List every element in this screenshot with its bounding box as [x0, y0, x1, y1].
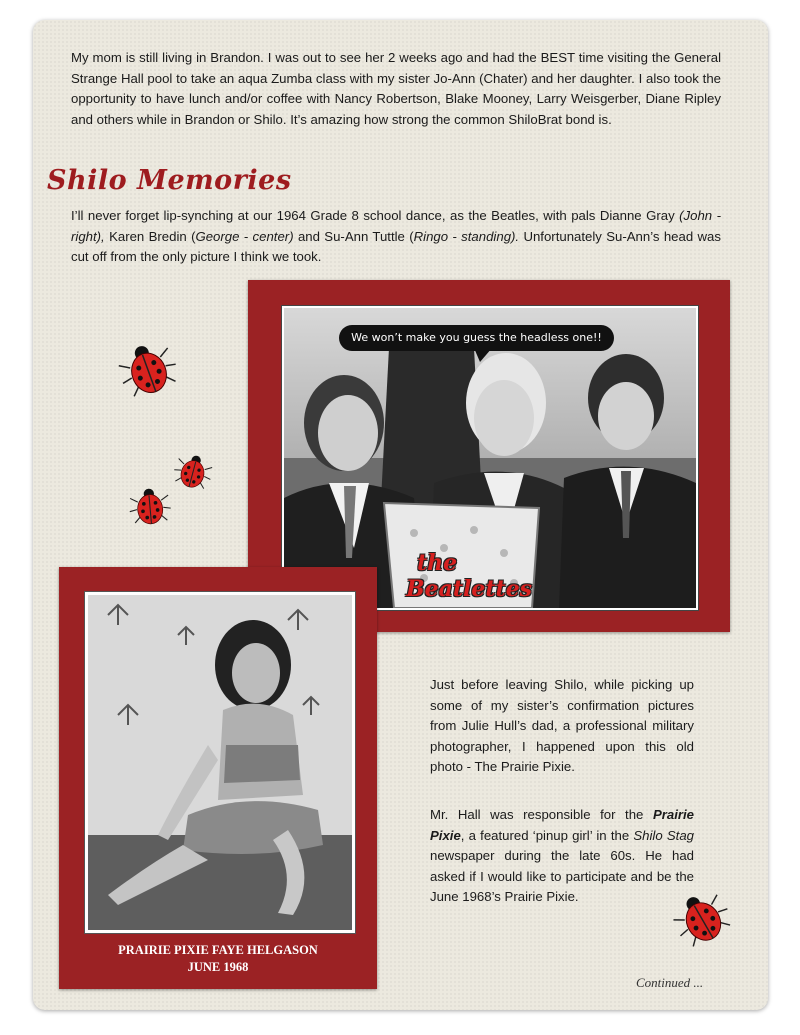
story-text-e: newspaper during the late 60s. He had asked if I would like to participate and be the June 1968’s Prairie Pixie.	[430, 848, 694, 904]
story-paragraph-2	[430, 805, 694, 908]
memory-text-1: I’ll never forget lip-synching at our 1964 Grade 8 school dance, as the Beatles, with pals Dianne Gray	[71, 208, 680, 223]
story-text-c: , a featured ‘pinup girl’ in the	[460, 827, 634, 843]
ladybug-icon	[673, 890, 731, 948]
story-shilo-stag: Shilo Stag	[633, 827, 694, 843]
photo-caption-date: JUNE 1968	[187, 960, 249, 974]
memory-text-2: Karen Bredin (	[104, 228, 196, 244]
speech-bubble: We won’t make you guess the headless one!!	[339, 325, 614, 351]
photo-caption-name: PRAIRIE PIXIE FAYE HELGASON	[118, 943, 318, 957]
memory-italic-george: George - center)	[195, 228, 294, 244]
newsletter-page	[33, 20, 768, 1010]
story-paragraph-1: Just before leaving Shilo, while picking up some of my sister’s confirmation pictures from Julie Hull’s dad, a professional military photographer, I happened upon this old photo - The Prairie Pixie.	[430, 677, 694, 774]
memory-paragraph	[71, 206, 721, 268]
story-text-a: Mr. Hall was responsible for the	[430, 807, 653, 822]
prairie-pixie-photo	[85, 592, 355, 933]
memory-text-4: Unfortunately Su-Ann’s head was cut off from the only picture I think we took.	[71, 228, 721, 264]
beatlettes-photo	[282, 306, 698, 610]
memory-text-3: and Su-Ann Tuttle (	[293, 228, 414, 244]
speech-bubble-tail	[474, 348, 492, 362]
ladybug-icon	[173, 452, 213, 492]
memory-italic-ringo: Ringo - standing).	[413, 228, 520, 244]
memory-italic-john: (John - right),	[71, 208, 721, 244]
intro-paragraph: My mom is still living in Brandon. I was out to see her 2 weeks ago and had the BEST time visiting the General Strange Hall pool to take an aqua Zumba class with my sister Jo-Ann (Chater) and her daughter. I also took the opportunity to have lunch and/or coffee with Nancy Robertson, Blake Mooney, Larry Weisgerber, Diane Ripley and others while in Brandon or Shilo. It’s amazing how strong the common ShiloBrat bond is.	[71, 50, 721, 127]
sign-beatlettes-text: Beatlettes	[406, 576, 533, 602]
prairie-pixie-photo-frame	[59, 567, 377, 989]
ladybug-icon	[118, 340, 178, 400]
sign-the-text: the	[417, 550, 458, 576]
section-title: Shilo Memories	[47, 165, 292, 196]
continued-note: Continued ...	[636, 975, 704, 990]
story-prairie-pixie: Prairie Pixie	[430, 807, 694, 843]
ladybug-icon	[128, 485, 172, 529]
